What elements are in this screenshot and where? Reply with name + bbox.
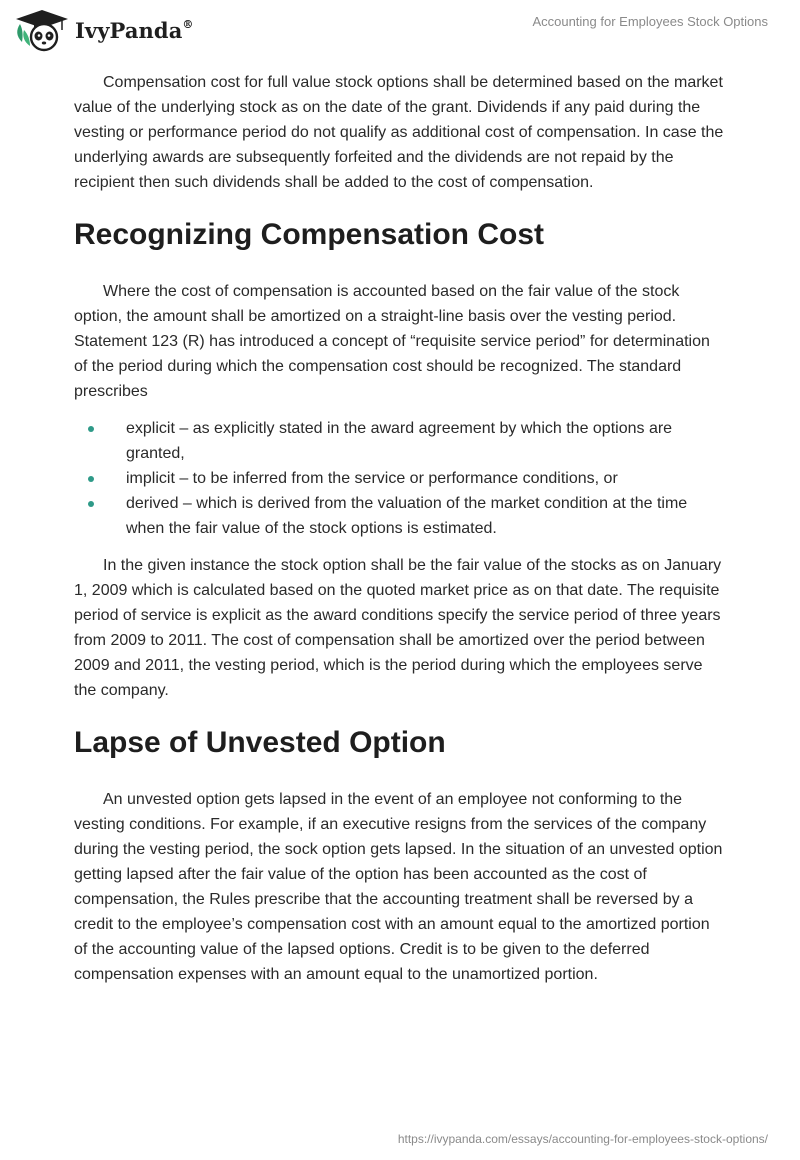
list-item: [74, 466, 724, 491]
bullet-dot-icon: [88, 476, 94, 482]
list-item: [74, 491, 724, 541]
document-title: Accounting for Employees Stock Options: [532, 14, 768, 29]
bullet-dot-icon: [88, 501, 94, 507]
panda-logo-icon: [14, 8, 70, 52]
brand-logo[interactable]: [14, 8, 194, 52]
recognizing-paragraph-1: Where the cost of compensation is accounted based on the fair value of the stock option, the amount shall be amortized on a straight-line basis over the vesting period. Statement 123 (R) has introduced a concept of “requisite service period” for determination of the period during which the compensation cost should be recognized. The standard prescribes: [74, 283, 710, 400]
page-header: [0, 0, 800, 60]
requisite-period-list: [74, 416, 724, 541]
bullet-dot-icon: [88, 426, 94, 432]
section-heading-lapse: Lapse of Unvested Option: [74, 726, 446, 759]
intro-paragraph: Compensation cost for full value stock options shall be determined based on the market value of the underlying stock as on the date of the grant. Dividends if any paid during the vesting or performance period do not qualify as additional cost of compensation. In case the underlying awards are subsequently forfeited and the dividends are not repaid by the recipient then such dividends shall be added to the cost of compensation.: [74, 74, 724, 191]
lapse-paragraph: An unvested option gets lapsed in the event of an employee not conforming to the vesting conditions. For example, if an executive resigns from the services of the company during the vesting period, the sock option gets lapsed. In the situation of an unvested option getting lapsed after the fair value of the option has been accounted as the cost of compensation, the Rules prescribe that the accounting treatment shall be reversed by a credit to the employee’s compensation cost with an amount equal to the amortized portion of the accounting value of the lapsed options. Credit is to be given to the deferred compensation expenses with an amount equal to the unamortized portion.: [74, 791, 723, 983]
source-url[interactable]: https://ivypanda.com/essays/accounting-for-employees-stock-options/: [397, 1132, 768, 1146]
registered-mark: ®: [182, 17, 194, 31]
list-item-text: explicit – as explicitly stated in the award agreement by which the options are granted,: [126, 420, 673, 462]
brand-name: IvyPanda®: [75, 17, 194, 43]
recognizing-paragraph-2: In the given instance the stock option shall be the fair value of the stocks as on January 1, 2009 which is calculated based on the quoted market price as on that date. The requisite period of service is explicit as the award conditions specify the service period of three years from 2009 to 2011. The cost of compensation shall be amortized over the period between 2009 and 2011, the vesting period, which is the period during which the employees serve the company.: [74, 557, 722, 699]
list-item: [74, 416, 724, 466]
section-heading-recognizing: Recognizing Compensation Cost: [74, 218, 545, 251]
list-item-text: derived – which is derived from the valuation of the market condition at the time when the fair value of the stock options is estimated.: [126, 495, 688, 537]
list-item-text: implicit – to be inferred from the service or performance conditions, or: [126, 470, 618, 487]
article-body: [74, 70, 724, 999]
